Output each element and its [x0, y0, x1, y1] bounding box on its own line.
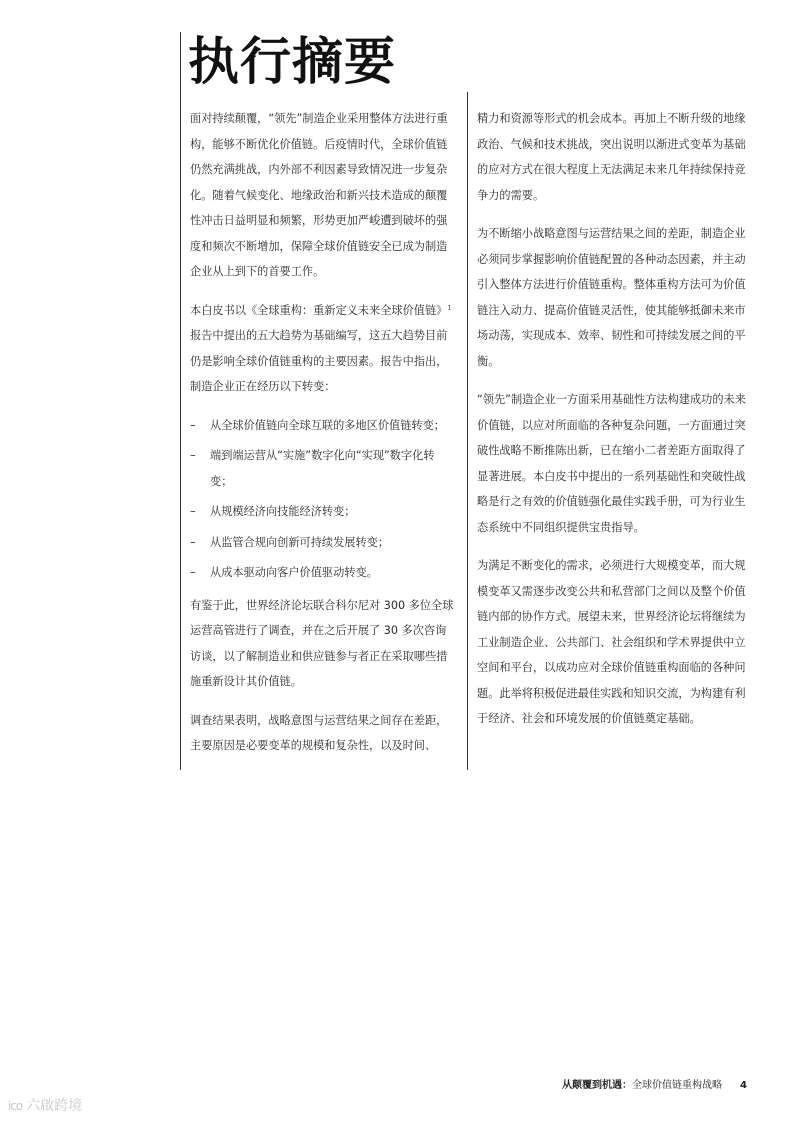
list-item-text: 从全球价值链向全球互联的多地区价值链转变； — [210, 418, 445, 432]
list-item — [190, 443, 456, 494]
whitepaper-text-continued: 报告中提出的五大趋势为基础编写，这五大趋势目前仍是影响全球价值链重构的主要因素。报告中指出，制造企业正在经历以下转变： — [190, 329, 448, 393]
watermark-text: 六啟跨境 — [26, 1098, 83, 1114]
left-vertical-rule — [180, 32, 181, 770]
intro-paragraph: 面对持续颠覆，“领先”制造企业采用整体方法进行重构，能够不断优化价值链。后疫情时代，全球价值链仍然充满挑战，内外部不利因素导致情况进一步复杂化。随着气候变化、地缘政治和新兴技术造成的颠覆性冲击日益明显和频繁，形势更加严峻遭到破坏的强度和频次不断增加，保障全球价值链安全已成为制造企业从上到下的首要工作。 — [190, 112, 448, 278]
watermark — [8, 1095, 82, 1115]
findings-continued-paragraph: 精力和资源等形式的机会成本。再加上不断升级的地缘政治、气候和技术挑战，突出说明以渐进式变革为基础的应对方式在很大程度上无法满足未来几年持续保持竞争力的需要。 — [477, 112, 746, 202]
right-column — [477, 106, 747, 745]
list-item-text: 从监管合规向创新可持续发展转变； — [210, 535, 390, 549]
page-footer — [562, 1076, 747, 1091]
transitions-list — [190, 413, 456, 586]
column-divider — [467, 92, 468, 770]
list-item — [190, 530, 456, 556]
survey-paragraph: 有鉴于此，世界经济论坛联合科尔尼对 300 多位全球运营高管进行了调查，并在之后开展了 30 多次咨询访谈，以了解制造业和供应链参与者正在采取哪些措施重新设计其价值链。 — [190, 598, 454, 688]
bullet-dash: – — [190, 449, 196, 462]
bullet-dash: – — [190, 566, 196, 579]
bullet-dash: – — [190, 535, 196, 549]
footer-subtitle: 全球价值链重构战略 — [632, 1080, 723, 1091]
findings-paragraph: 调查结果表明，战略意图与运营结果之间存在差距，主要原因是必要变革的规模和复杂性，以及时间、 — [190, 713, 448, 752]
list-item — [190, 560, 456, 586]
page-number: 4 — [740, 1080, 747, 1091]
whitepaper-paragraph — [190, 298, 456, 400]
watermark-logo-icon: ico — [8, 1099, 23, 1113]
whitepaper-text: 本白皮书以《全球重构：重新定义未来全球价值链》 — [190, 303, 448, 317]
list-item-text: 从规模经济向技能经济转变； — [210, 505, 356, 518]
leaders-paragraph: “领先”制造企业一方面采用基础性方法构建成功的未来价值链，以应对所面临的各种复杂问题，一方面通过突破性战略不断推陈出新，已在缩小二者差距方面取得了显著进展。本白皮书中提出的一系列基础性和突破性战略是行之有效的价值链强化最佳实践手册，可为行业生态系统中不同组织提供宝贵指导。 — [477, 393, 746, 534]
list-item-text: 端到端运营从“实施”数字化向“实现”数字化转变； — [210, 449, 435, 488]
left-column — [190, 106, 456, 772]
list-item — [190, 413, 456, 439]
footnote-marker: 1 — [447, 303, 452, 311]
footer-title: 从颠覆到机遇： — [562, 1080, 633, 1091]
list-item-text: 从成本驱动向客户价值驱动转变。 — [210, 566, 378, 579]
gap-paragraph: 为不断缩小战略意图与运营结果之间的差距，制造企业必须同步掌握影响价值链配置的各种动态因素，并主动引入整体方法进行价值链重构。整体重构方法可为价值链注入动力、提高价值链灵活性，使其能够抵御未来市场动荡，实现成本、效率、韧性和可持续发展之间的平衡。 — [477, 227, 746, 368]
bullet-dash: – — [190, 418, 196, 432]
bullet-dash: – — [190, 505, 196, 518]
outlook-paragraph: 为满足不断变化的需求，必须进行大规模变革，而大规模变革又需逐步改变公共和私营部门之间以及整个价值链内部的协作方式。展望未来，世界经济论坛将继续为工业制造企业、公共部门、社会组织和学术界提供中立空间和平台，以成功应对全球价值链重构面临的各种问题。此举将积极促进最佳实践和知识交流，为构建有利于经济、社会和环境发展的价值链奠定基础。 — [477, 559, 746, 725]
list-item — [190, 499, 456, 525]
page-title: 执行摘要 — [188, 33, 397, 92]
